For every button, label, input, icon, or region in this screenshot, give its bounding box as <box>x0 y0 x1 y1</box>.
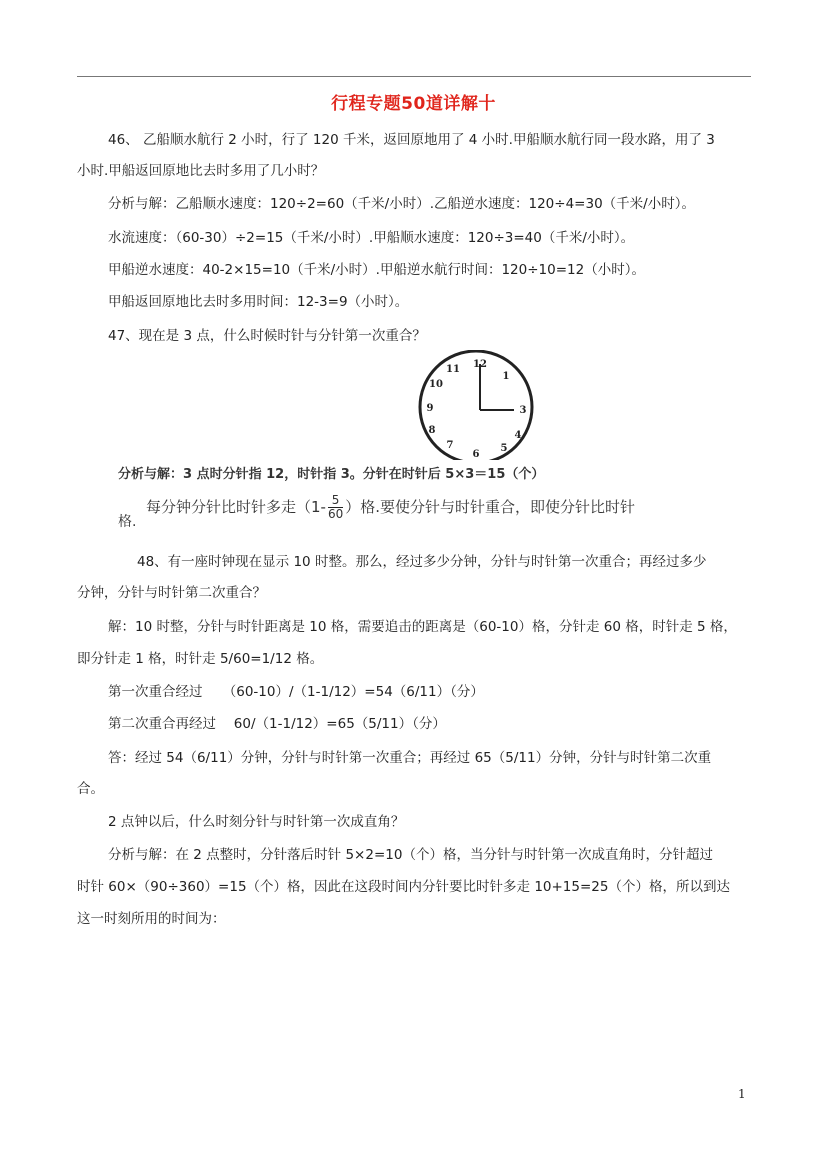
q48-solution-1: 解：10 时整，分针与时针距离是 10 格，需要追击的距离是（60-10）格，分针走 60 格，时针走 5 格， <box>108 619 737 635</box>
q47-answer-3: 格. <box>118 514 137 530</box>
q48-solution-2: 即分针走 1 格，时针走 5/60=1/12 格。 <box>77 651 324 667</box>
q46-answer-1: 分析与解：乙船顺水速度：120÷2=60（千米/小时）.乙船逆水速度：120÷4=30（千米/小时）。 <box>108 196 695 212</box>
clock-illustration <box>418 350 538 460</box>
q47-question: 47、现在是 3 点，什么时候时针与分针第一次重合？ <box>108 328 426 344</box>
clock-number-7: 7 <box>446 440 454 451</box>
page-title: 行程专题50道详解十 <box>331 94 496 114</box>
q48-solution-4: 第二次重合再经过 60/（1-1/12）=65（5/11）（分） <box>108 716 446 732</box>
q46-answer-3: 甲船逆水速度：40-2×15=10（千米/小时）.甲船逆水航行时间：120÷10=12（小时）。 <box>108 262 645 278</box>
clock-number-12: 12 <box>473 359 487 370</box>
clock-number-5: 5 <box>500 443 508 454</box>
q47-answer-2-after: ）格.要使分针与时针重合，即使分针比时针 <box>345 498 636 516</box>
q49-answer-1: 分析与解：在 2 点整时，分针落后时针 5×2=10（个）格，当分针与时针第一次成直角时，分针超过 <box>108 847 713 863</box>
fraction-denominator: 60 <box>327 507 344 521</box>
q47-answer-2 <box>146 491 635 523</box>
q46-answer-2: 水流速度：（60-30）÷2=15（千米/小时）.甲船顺水速度：120÷3=40（千米/小时）。 <box>108 230 635 246</box>
clock-number-9: 9 <box>426 403 434 414</box>
q47-answer-2-before: 每分钟分针比时针多走（1- <box>146 498 326 516</box>
q48-solution-5: 答：经过 54（6/11）分钟，分针与时针第一次重合；再经过 65（5/11）分钟，分针与时针第二次重 <box>108 750 712 766</box>
q49-question: 2 点钟以后，什么时刻分针与时针第一次成直角？ <box>108 814 405 830</box>
clock-number-8: 8 <box>428 425 436 436</box>
fraction-numerator: 5 <box>328 494 343 508</box>
clock-number-4: 4 <box>514 430 522 441</box>
page-number: 1 <box>738 1087 746 1101</box>
header-rule <box>77 76 751 77</box>
q46-line1: 46、 乙船顺水航行 2 小时，行了 120 千米，返回原地用了 4 小时.甲船顺水航行同一段水路，用了 3 <box>108 132 715 148</box>
clock-number-6: 6 <box>472 449 480 460</box>
q47-answer-1: 分析与解：3 点时分针指 12，时针指 3。分针在时针后 5×3＝15（个） <box>118 467 545 482</box>
q46-line2: 小时.甲船返回原地比去时多用了几小时？ <box>77 163 325 179</box>
fraction-5-60 <box>328 494 343 521</box>
q49-answer-2: 时针 60×（90÷360）=15（个）格，因此在这段时间内分针要比时针多走 10+15=25（个）格，所以到达 <box>77 879 730 895</box>
clock-number-10: 10 <box>429 379 443 390</box>
q48-line2: 分钟，分针与时针第二次重合？ <box>77 585 266 601</box>
q48-solution-6: 合。 <box>77 781 104 797</box>
q46-answer-4: 甲船返回原地比去时多用时间：12-3=9（小时）。 <box>108 294 409 310</box>
clock-number-11: 11 <box>446 364 460 375</box>
clock-number-3: 3 <box>519 405 527 416</box>
q49-answer-3: 这一时刻所用的时间为： <box>77 911 226 927</box>
clock-number-1: 1 <box>502 371 510 382</box>
q48-solution-3: 第一次重合经过 （60-10）/（1-1/12）=54（6/11）（分） <box>108 684 484 700</box>
q48-line1: 48、有一座时钟现在显示 10 时整。那么，经过多少分钟，分针与时针第一次重合；再经过多少 <box>137 554 707 570</box>
